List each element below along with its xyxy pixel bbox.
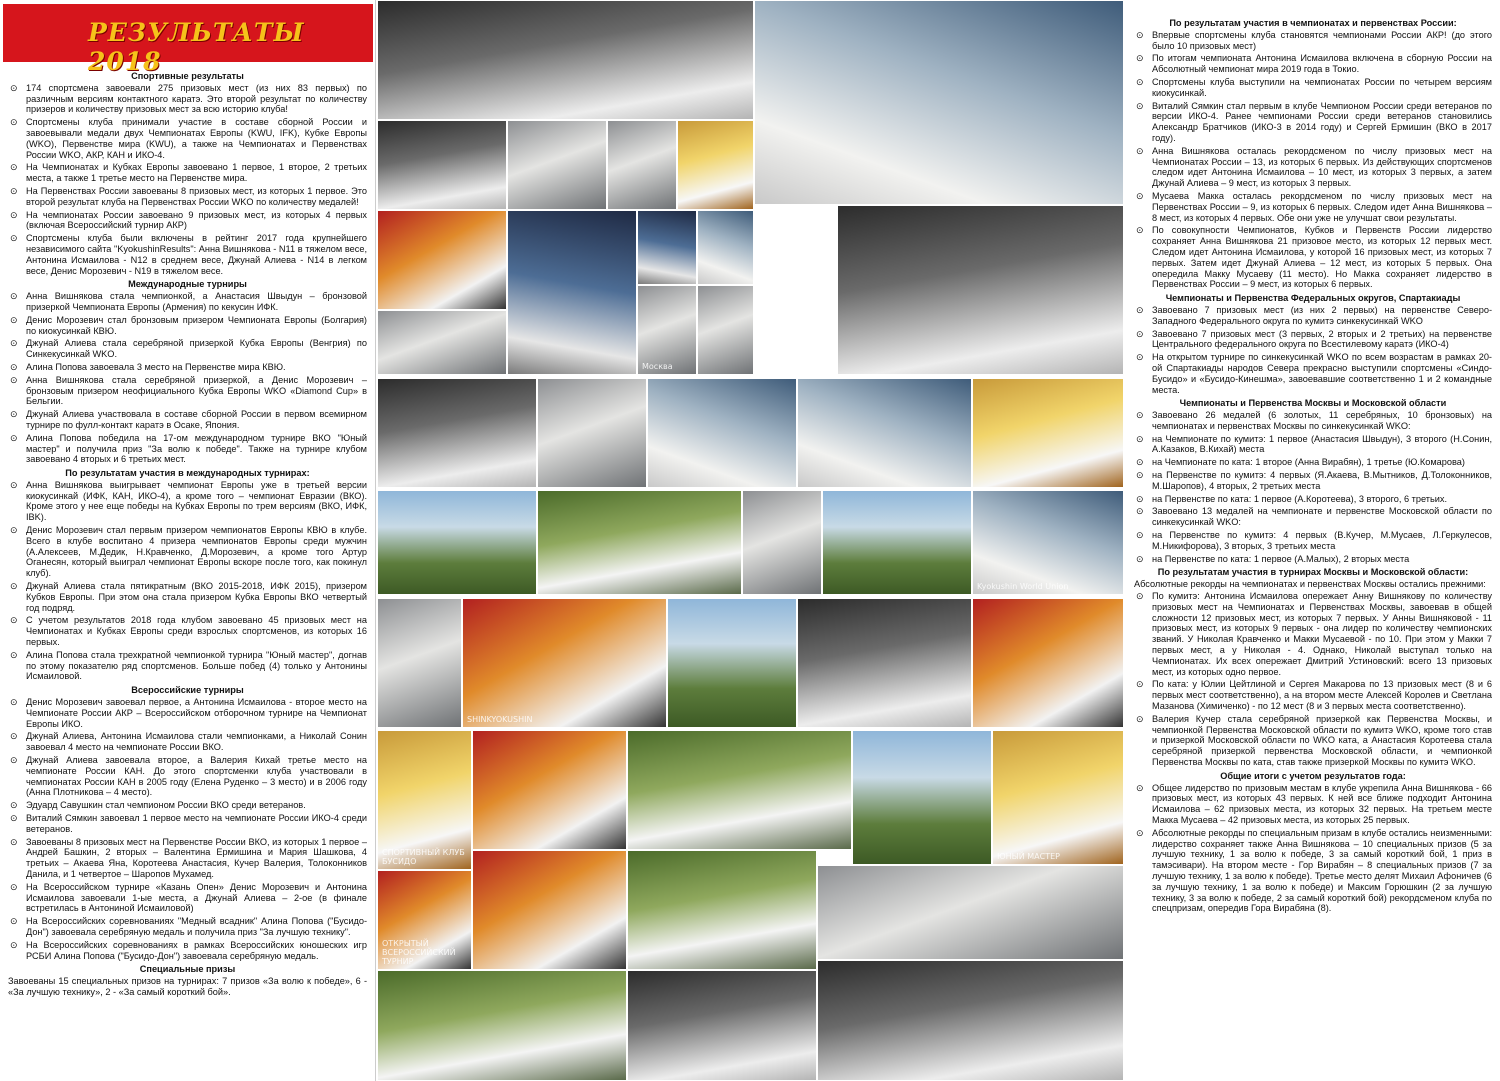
list-item: ⊙ Алина Попова победила на 17-ом международном турнире ВКО "Юный мастер" и получила приз "За волю к победе". Также на турнире клубом завоевано 4 вторых и 6 третьих мест. (10, 432, 367, 465)
list-item: ⊙ Денис Морозевич завоевал первое, а Антонина Исмаилова - второе место на Чемпионате России АКР – Всероссийском отборочном турнире на Чемпионат Европы ИКО. (10, 697, 367, 729)
section-list (1134, 305, 1492, 395)
list-item: ⊙ Спортсмены клуба выступили на чемпионатах России по четырем версиям киокусинкай. (1136, 76, 1492, 98)
photo-tournament-hall (754, 0, 1124, 205)
list-item: ⊙ Завоевано 13 медалей на чемпионате и первенстве Московской области по синкекусинкай WKO: (1136, 506, 1492, 528)
photo-flag-group (972, 378, 1124, 488)
photo-outdoor-training (537, 490, 742, 595)
photo-kata-demo (472, 850, 627, 970)
list-item: ⊙ По кумитэ: Антонина Исмаилова опережает Анну Вишнякову по количеству призовых мест на Чемпионатах и Первенствах Москвы, завоевав в общей сложности 12 призовых мест, из которых 7 первых. У Анны Вишняковой - 11 призовых мест, из которых 9 первых - она лидер по количеству чемпионских званий. У Николая Кравченко и Макки Мусаевой - по 10. При этом у Макки 7 первых мест, а у Николая - 4. Однако, Николай выступал только на Чемпионатах. Их всех опережает Дмитрий Устиновский: всего 13 призовых мест, из которых одно первое. (1136, 591, 1492, 677)
left-column (0, 0, 376, 1081)
bullet-icon: ⊙ (10, 939, 18, 950)
photo-seminar-group (837, 205, 1124, 375)
bullet-icon: ⊙ (1136, 225, 1144, 236)
list-item: ⊙ на Чемпионате по кумитэ: 1 первое (Анастасия Швыдун), 3 второго (Н.Сонин, А.Казаков, В.Кихай) места (1136, 433, 1492, 455)
list-item: ⊙ на Чемпионате по ката: 1 второе (Анна Вирабян), 1 третье (Ю.Комарова) (1136, 457, 1465, 468)
bullet-icon: ⊙ (1136, 530, 1144, 541)
bullet-icon: ⊙ (1136, 304, 1144, 315)
list-item: ⊙ Спортсмены клуба принимали участие в составе сборной России и завоевывали медали двух Чемпионатах Европы (KWU, IFK), Кубке Европы (WKO), Первенстве мира (KWU), а также на Чемпионатах и Первенствах России WKO, АКР, КАН и ИКО-4. (10, 117, 367, 160)
bullet-icon: ⊙ (10, 338, 18, 349)
bullet-icon: ⊙ (1136, 493, 1144, 504)
bullet-icon: ⊙ (10, 82, 18, 93)
bullet-icon: ⊙ (1136, 506, 1144, 517)
list-item: ⊙ на Первенстве по кумитэ: 4 первых (В.Кучер, М.Мусаев, Л.Геркулесов, М.Никифорова), 3 вторых, 3 третьих места (1136, 530, 1492, 551)
list-item: ⊙ Общее лидерство по призовым местам в клубе укрепила Анна Вишнякова - 66 призовых мест, из которых 43 первых. К ней все ближе подходит Антонина Исмаилова – 62 призовых места, из которых 32 первых. На третьем месте Макка Мусаева – 42 призовых места, из которых 25 первых. (1136, 782, 1492, 825)
photo-forest-river (852, 730, 992, 865)
photo-mountains (822, 490, 972, 595)
list-item: ⊙ Алина Попова стала трехкратной чемпионкой турнира "Юный мастер", догнав по этому показателю ряд спортсменов. Больше побед (4) только у Антонины Исмаиловой. (10, 649, 367, 682)
list-item: ⊙ Анна Вишнякова стала серебряной призеркой, а Денис Морозевич – бронзовым призером неофициального Кубка Европы WKO «Diamond Cup» в Бельгии. (10, 374, 367, 407)
bullet-icon: ⊙ (1136, 328, 1144, 339)
list-item: ⊙ Завоевано 26 медалей (6 золотых, 11 серебряных, 10 бронзовых) на чемпионатах и первенствах Москвы по синкекусинкай WKO: (1136, 410, 1492, 431)
left-text (8, 68, 367, 999)
list-item: ⊙ Анна Вишнякова выигрывает чемпионат Европы уже в третьей версии киокусинкай (ИФК, КАН, ИКО-4), а кроме того – чемпионат Евразии (ВКО). Кроме этого у нее еще победы на Кубках Европы по трем версиям (ВКО, ИФК, IBK). (10, 479, 367, 523)
bullet-icon: ⊙ (10, 800, 18, 811)
list-item: ⊙ По ката: у Юлии Цейтлиной и Сергея Макарова по 13 призовых мест (8 и 6 первых мест соответственно), а на втором месте Алексей Королев и Светлана Мазанова (Химиченко) - по 12 мест (8 и 3 первых места соответственно). (1136, 679, 1492, 712)
photo-beach-training (817, 865, 1124, 960)
list-item: ⊙ Завоеваны 8 призовых мест на Первенстве России ВКО, из которых 1 первое – Андрей Башкин, 2 вторых – Валентина Ермишина и Мария Шашкова, 4 третьих – Акаева Яна, Коротеева Анастасия, Кучер Валерия, Толоконников Данила, и 1 четвертое – Шаропов Мухамед. (10, 836, 367, 879)
photo-mountain-group (667, 598, 797, 728)
list-item: ⊙ Джунай Алиева стала пятикратным (ВКО 2015-2018, ИФК 2015), призером Кубков Европы. При этом она стала призером Кубка Европы ВКО четвертый год подряд. (10, 581, 367, 613)
section-title: Чемпионаты и Первенства Москвы и Московской области (1179, 398, 1447, 409)
section-title: Чемпионаты и Первенства Федеральных округов, Спартакиады (1165, 293, 1461, 304)
bullet-icon: ⊙ (1136, 29, 1144, 40)
bullet-icon: ⊙ (1136, 827, 1144, 838)
photo-airport: Москва (637, 285, 697, 375)
right-column (1124, 0, 1500, 1081)
list-item: ⊙ Виталий Сямкин стал первым в клубе Чемпионом России среди ветеранов по версии ИКО-4. Ранее чемпионами России среди ветеранов становились Александр Братчиков (ИКО-3 в 2014 году) и Сергей Ермишин (ВКО в 2017 году). (1136, 100, 1492, 143)
right-text (1134, 15, 1492, 916)
records-intro: Абсолютные рекорды на чемпионатах и первенствах Москвы остались прежними: (1134, 579, 1486, 590)
bullet-icon: ⊙ (1136, 470, 1144, 481)
section-list (1134, 591, 1492, 768)
bullet-icon: ⊙ (10, 162, 18, 173)
photo-shinkyokushin-belgium: SHINKYOKUSHIN (462, 598, 667, 728)
bullet-icon: ⊙ (10, 755, 18, 766)
photo-hike-group (627, 850, 817, 970)
photo-athlete-kata (607, 120, 677, 210)
bullet-icon: ⊙ (10, 836, 18, 847)
bullet-icon: ⊙ (10, 291, 18, 302)
bullet-icon: ⊙ (10, 409, 18, 420)
list-item: ⊙ Джунай Алиева участвовала в составе сборной России в первом всемирном турнире по фулл-контакт каратэ в Осаке, Япония. (10, 409, 367, 430)
bullet-icon: ⊙ (1136, 782, 1144, 793)
section-title: По результатам участия в чемпионатах и первенствах России: (1169, 18, 1457, 28)
section-list (1134, 30, 1492, 290)
bullet-icon: ⊙ (10, 374, 18, 385)
bullet-icon: ⊙ (1136, 591, 1144, 602)
photo-dojo-final (817, 960, 1124, 1081)
photo-athlete-certificate (537, 378, 647, 488)
page-title: РЕЗУЛЬТАТЫ 2018 (88, 18, 305, 76)
bullet-icon: ⊙ (10, 479, 18, 490)
bullet-icon: ⊙ (10, 649, 18, 660)
photo-pair-fighters (742, 490, 822, 595)
bullet-icon: ⊙ (1136, 100, 1144, 111)
list-item: ⊙ Денис Морозевич стал бронзовым призером Чемпионата Европы (Болгария) по киокусинкай КВЮ. (10, 314, 367, 336)
photo-podium (797, 598, 972, 728)
bullet-icon: ⊙ (1136, 679, 1144, 690)
section-list (1134, 783, 1492, 915)
section-list (8, 697, 367, 961)
photo-kick-fight (797, 378, 972, 488)
list-item: ⊙ Завоевано 7 призовых мест (из них 2 первых) на первенстве Северо-Западного Федерального округа по кумитэ синкекусинкай WKO (1136, 304, 1492, 326)
list-item: ⊙ на Первенстве по кумитэ: 4 первых (Я.Акаева, В.Мытников, Д.Толоконников, М.Шаропов), 4 вторых, 2 третьих места (1136, 470, 1492, 491)
list-item: ⊙ На Всероссийских соревнованиях в рамках Всероссийских юношеских игр РСБИ Алина Попова ("Бусидо-Дон") завоевала серебряную медаль. (10, 939, 367, 961)
section-title: Общие итоги с учетом результатов года: (1220, 770, 1406, 781)
section-list (8, 291, 367, 465)
section-title: По результатам участия в турнирах Москвы и Московской области: (1157, 567, 1469, 578)
bullet-icon: ⊙ (10, 731, 18, 742)
bullet-icon: ⊙ (1136, 53, 1144, 64)
list-item: ⊙ на Первенстве по ката: 1 первое (А.Малых), 2 вторых места (1136, 553, 1410, 564)
photo-holiday-tree (377, 598, 462, 728)
list-item: ⊙ Денис Морозевич стал первым призером чемпионатов Европы КВЮ в клубе. Всего в клубе воспитано 4 призера чемпионатов Европы среди мужчин (А.Алексеев, М.Дедик, Н.Кравченко, Д.Морозевич, а кроме того Артур Оганесян, который выиграл чемпионат Европы вскоре после того, как покинул клуб). (10, 525, 367, 579)
bullet-icon: ⊙ (10, 581, 18, 592)
photo-hall-group (627, 970, 817, 1081)
bullet-icon: ⊙ (1136, 457, 1144, 468)
bullet-icon: ⊙ (10, 916, 18, 927)
photo-sparring (377, 310, 507, 375)
bullet-icon: ⊙ (1136, 352, 1144, 363)
list-item: ⊙ На Всероссийском турнире «Казань Опен» Денис Морозевич и Антонина Исмаилова завоевали 1-ые места, а Джунай Алиева – 2-ое (в финале встретилась в Антониной Исмаиловой) (10, 881, 367, 914)
photo-champions-medals (972, 598, 1124, 728)
bullet-icon: ⊙ (10, 813, 18, 823)
bullet-icon: ⊙ (1136, 190, 1144, 201)
list-item: ⊙ Анна Вишнякова осталась рекордсменом по числу призовых мест на Чемпионатах России – 13, из которых 6 первых. Из действующих спортсменов следом идет Антонина Исмаилова – 10 мест, из которых 3 первых, а затем Джунай Алиева – 9 мест, из которых 3 первых. (1136, 145, 1492, 189)
special-prizes-text: Завоеваны 15 специальных призов на турнирах: 7 призов «За волю к победе», 6 - «За лучшую технику», 2 - «За самый короткий бой». (8, 976, 367, 997)
photo-kwu-banner: Kyokushin World Union (972, 490, 1124, 595)
bullet-icon: ⊙ (10, 432, 18, 443)
list-item: ⊙ Впервые спортсмены клуба становятся чемпионами России АКР! (до этого было 10 призовых мест) (1136, 29, 1492, 51)
photo-indoor-group (377, 120, 507, 210)
photo-young-master-poster: ЮНЫЙ МАСТЕР (992, 730, 1124, 865)
list-item: ⊙ Джунай Алиева стала серебряной призеркой Кубка Европы (Венгрия) по Синкекусинкай WKO. (10, 338, 367, 360)
bullet-icon: ⊙ (10, 233, 18, 244)
section-list (8, 83, 367, 277)
section-title: Специальные призы (139, 964, 236, 975)
photo-meeting-hall (647, 378, 797, 488)
photo-award (677, 120, 754, 210)
bullet-icon: ⊙ (10, 185, 18, 196)
bullet-icon: ⊙ (1136, 410, 1144, 421)
bullet-icon: ⊙ (10, 117, 18, 128)
bullet-icon: ⊙ (10, 314, 18, 325)
bullet-icon: ⊙ (10, 881, 18, 892)
list-item: ⊙ С учетом результатов 2018 года клубом завоевано 45 призовых мест на Чемпионатах и Кубках Европы среди взрослых спортсменов, из которых 16 первых. (10, 615, 367, 648)
bullet-icon: ⊙ (1136, 145, 1144, 156)
section-title: Международные турниры (128, 279, 247, 290)
bullet-icon: ⊙ (1136, 713, 1144, 724)
list-item: ⊙ Эдуард Савушкин стал чемпионом России ВКО среди ветеранов. (10, 800, 306, 811)
photo-sea-group (377, 490, 537, 595)
list-item: ⊙ Джунай Алиева, Антонина Исмаилова стали чемпионками, а Николай Сонин завоевал 4 место на чемпионате России ВКО. (10, 731, 367, 753)
photo-poster-tournament (377, 210, 507, 310)
list-item: ⊙ Валерия Кучер стала серебряной призеркой как Первенства Москвы, и чемпионкой Первенства Московской области по кумитэ WKO, кроме того став и призеркой Московской области по WKO ката, а Анастасия Коротеева стала серебряной призеркой первенства Московской области, и чемпионкой Первенства Москвы по ката, став также призеркой Москвы по кумитэ WKO. (1136, 713, 1492, 767)
bullet-icon: ⊙ (10, 697, 18, 708)
list-item: ⊙ Анна Вишнякова стала чемпионкой, а Анастасия Швыдун – бронзовой призеркой Чемпионата Европы (Армения) по кекусин ИФК. (10, 291, 367, 312)
photo-trophy-team (472, 730, 627, 850)
list-item: ⊙ Мусаева Макка осталась рекордсменом по числу призовых мест на Первенствах России – 9, из которых 6 первых. Следом идет Анна Вишнякова – 8 мест, из которых 4 первых. Обе они уже не улучшат свои результаты. (1136, 190, 1492, 223)
section-list (1134, 410, 1492, 564)
list-item: ⊙ По итогам чемпионата Антонина Исмаилова включена в сборную России на Абсолютный чемпионат мира 2019 года в Токио. (1136, 53, 1492, 75)
list-item: ⊙ Спортсмены клуба были включены в рейтинг 2017 года крупнейшего независимого сайта "KyokushinResults": Анна Вишнякова - N11 в тяжелом весе, Антонина Исмаилова - N12 в среднем весе, Джунай Алиева - N14 в легком весе, Денис Морозевич - N19 в тяжелом весе. (10, 233, 367, 276)
bullet-icon: ⊙ (10, 209, 18, 220)
bullet-icon: ⊙ (1136, 433, 1144, 444)
photo-dojo-group (377, 0, 754, 120)
bullet-icon: ⊙ (10, 525, 18, 536)
photo-bushido-poster: СПОРТИВНЫЙ КЛУБ БУСИДО (377, 730, 472, 870)
list-item: ⊙ Джунай Алиева завоевала второе, а Валерия Кихай третье место на чемпионате России КАН. До этого спортсменки клуба участвовали в чемпионатах России КАН в 2005 году (Елена Руденко – 3 место) и в 2006 году (Анна Плотникова – 4 место). (10, 755, 367, 798)
list-item: ⊙ По совокупности Чемпионатов, Кубков и Первенств России лидерство сохраняет Анна Вишнякова 21 призовое место, из которых 12 первых мест. Следом идет Антонина Исмаилова, у которой 16 призовых мест, из которых 7 первых. Затем идет Джунай Алиева – 12 мест, из которых 5 первых. Она опередила Макку Мусаеву (11 место). Но Макка сохраняет лидерство в Первенствах России – 9 мест, из которых 6 первых. (1136, 225, 1492, 290)
photo-coach-athlete (507, 210, 637, 375)
section-list (8, 480, 367, 682)
bullet-icon: ⊙ (1136, 553, 1144, 564)
bullet-icon: ⊙ (10, 361, 18, 372)
bullet-icon: ⊙ (1136, 76, 1144, 87)
photo-gym-group (377, 378, 537, 488)
photo-team (507, 120, 607, 210)
photo-park-training (627, 730, 852, 850)
list-item: ⊙ На Первенствах России завоеваны 8 призовых мест, из которых 1 первое. Это второй результат клуба на Первенствах России WKO по количеству медалей! (10, 185, 367, 207)
photo-diploma (697, 285, 754, 375)
list-item: ⊙ На открытом турнире по синкекусинкай WKO по всем возрастам в рамках 20-ой Спартакиады народов Севера прекрасно выступили спортсмены «Синдо-Бусидо» и «Бусидо-Кинешма», завоевавшие соответственно 1 и 2 командные места. (1136, 352, 1492, 395)
bullet-icon: ⊙ (10, 615, 18, 626)
photo-tv-screen (637, 210, 697, 285)
list-item: ⊙ На чемпионатах России завоевано 9 призовых мест, из которых 4 первых (включая Всероссийский турнир АКР) (10, 209, 367, 231)
list-item: ⊙ На Всероссийских соревнованиях "Медный всадник" Алина Попова ("Бусидо-Дон") завоевала серебряную медаль и получила приз "За лучшую технику". (10, 916, 367, 937)
photo-world-youth (697, 210, 754, 285)
section-title: По результатам участия в международных турнирах: (65, 468, 310, 479)
section-title: Спортивные результаты (131, 71, 244, 81)
list-item: ⊙ Абсолютные рекорды по специальным призам в клубе остались неизменными: лидерство сохраняет также Анна Вишнякова – 10 специальных призов (5 за лучшую технику, 1 за волю к победе, 3 за самый короткий бой, 1 приз в тамэсивари). На втором месте - Гор Вирабян – 8 специальных призов (7 за лучшую технику, 1 за волю к победе). Третье место делят Михаил Афоничев (6 за лучшую технику, 1 за волю к победе) и Максим Горюшкин (2 за лучшую технику, 3 за волю к победе, 2 за самый короткий бой) рекордсменом клуба по спецпризам, опередив Гора Вирабяна (8). (1136, 827, 1492, 914)
section-title: Всероссийские турниры (131, 685, 244, 696)
list-item: ⊙ Алина Попова завоевала 3 место на Первенстве мира КВЮ. (10, 361, 286, 372)
list-item: ⊙ На Чемпионатах и Кубках Европы завоевано 1 первое, 1 второе, 2 третьих места, а также 1 третье место на Первенстве мира. (10, 162, 367, 184)
list-item: ⊙ на Первенстве по ката: 1 первое (А.Коротеева), 3 второго, 6 третьих. (1136, 493, 1448, 504)
photo-open-tournament-poster: ОТКРЫТЫЙ ВСЕРОССИЙСКИЙ ТУРНИР (377, 870, 472, 970)
list-item: ⊙ 174 спортсмена завоевали 275 призовых мест (из них 83 первых) по различным версиям контактного каратэ. Это второй результат по количеству призеров и количеству призовых мест за всю историю клуба! (10, 82, 367, 115)
photo-collage (377, 0, 1124, 1081)
list-item: ⊙ Завоевано 7 призовых мест (3 первых, 2 вторых и 2 третьих) на первенстве Центрального федерального округа по Всестилевому каратэ (ИКО-4) (1136, 328, 1492, 350)
photo-field-group (377, 970, 627, 1081)
list-item: ⊙ Виталий Сямкин завоевал 1 первое место на чемпионате России ИКО-4 среди ветеранов. (10, 813, 367, 834)
